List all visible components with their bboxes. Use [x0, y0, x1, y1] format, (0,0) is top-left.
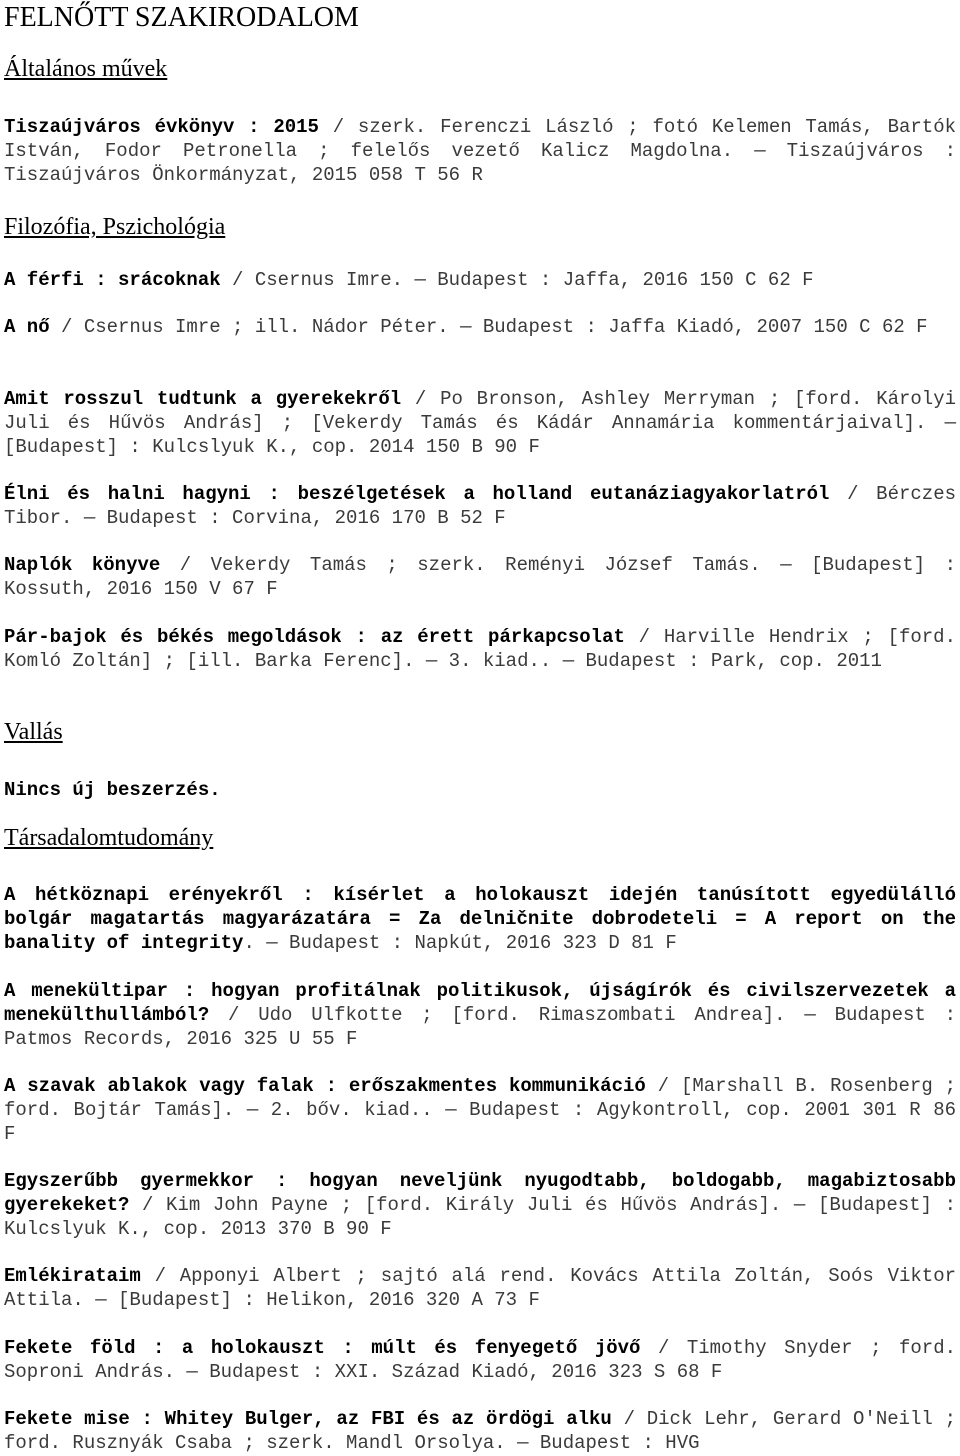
entry-title: A szavak ablakok vagy falak : erőszakmentes kommunikáció — [4, 1075, 646, 1097]
entry-details: / Timothy Snyder ; ford. Soproni András. — Budapest : XXI. Század Kiadó, 2016 323 S 68 F — [4, 1337, 957, 1383]
entry-title: Naplók könyve — [4, 554, 161, 576]
entry-details: / Po Bronson, Ashley Merryman ; [ford. Károlyi Juli és Hűvös András] ; [Vekerdy Tamás és Kádár Annamária kommentárjaival]. — [Budapest] : Kulcslyuk K., cop. 2014 150 B 90 F — [4, 388, 957, 458]
bibliography-entry — [4, 553, 956, 601]
entry-details: / Vekerdy Tamás ; szerk. Reményi József Tamás. — [Budapest] : Kossuth, 2016 150 V 67 F — [4, 554, 956, 600]
bibliography-entry — [4, 778, 956, 802]
entry-details: / Bérczes Tibor. — Budapest : Corvina, 2016 170 B 52 F — [4, 483, 956, 529]
section-heading-tarsadalomtudomany: Társadalomtudomány — [4, 825, 214, 851]
entry-title: Fekete föld : a holokauszt : múlt és fenyegető jövő — [4, 1337, 641, 1359]
entry-details: / Udo Ulfkotte ; [ford. Rimaszombati Andrea]. — Budapest : Patmos Records, 2016 325 U 55 F — [4, 1004, 956, 1050]
entry-title: Emlékirataim — [4, 1265, 141, 1287]
bibliography-entry — [4, 1407, 956, 1455]
bibliography-entry — [4, 482, 956, 530]
bibliography-entry — [4, 268, 956, 292]
bibliography-entry — [4, 883, 956, 955]
entry-details: / [Marshall B. Rosenberg ; ford. Bojtár Tamás]. — 2. bőv. kiad.. — Budapest : Agykontroll, cop. 2001 301 R 86 F — [4, 1075, 956, 1145]
section-heading-filozofia-pszichologia: Filozófia, Pszichológia — [4, 214, 226, 240]
entry-details: / Kim John Payne ; [ford. Király Juli és Hűvös András]. — [Budapest] : Kulcslyuk K., cop. 2013 370 B 90 F — [4, 1194, 956, 1240]
page-title: FELNŐTT SZAKIRODALOM — [4, 2, 359, 33]
entry-details: / szerk. Ferenczi László ; fotó Kelemen Tamás, Bartók István, Fodor Petronella ; felelős vezető Kalicz Magdolna. — Tiszaújváros : Tiszaújváros Önkormányzat, 2015 058 T 56 R — [4, 116, 956, 186]
bibliography-entry — [4, 315, 956, 339]
bibliography-entry — [4, 625, 956, 673]
entry-details: / Csernus Imre ; ill. Nádor Péter. — Budapest : Jaffa Kiadó, 2007 150 C 62 F — [49, 316, 928, 338]
entry-title: Fekete mise : Whitey Bulger, az FBI és az ördögi alku — [4, 1408, 612, 1430]
entry-details: / Harville Hendrix ; [ford. Komló Zoltán] ; [ill. Barka Ferenc]. — 3. kiad.. — Budapest : Park, cop. 2011 — [4, 626, 956, 672]
bibliography-entry — [4, 387, 956, 459]
bibliography-entry — [4, 115, 956, 187]
entry-title: Tiszaújváros évkönyv : 2015 — [4, 116, 319, 138]
entry-title: Élni és halni hagyni : beszélgetések a holland eutanáziagyakorlatról — [4, 483, 830, 505]
bibliography-entry — [4, 1336, 956, 1384]
bibliography-entry — [4, 1074, 956, 1146]
entry-title: A férfi : srácoknak — [4, 269, 221, 291]
entry-details: / Dick Lehr, Gerard O'Neill ; ford. Rusznyák Csaba ; szerk. Mandl Orsolya. — Budapest : HVG — [4, 1408, 956, 1454]
entry-details: / Csernus Imre. — Budapest : Jaffa, 2016 150 C 62 F — [220, 269, 814, 291]
entry-title: A nő — [4, 316, 50, 338]
bibliography-entry — [4, 1264, 956, 1312]
entry-title: Pár-bajok és békés megoldások : az érett párkapcsolat — [4, 626, 625, 648]
entry-details: / Apponyi Albert ; sajtó alá rend. Kovács Attila Zoltán, Soós Viktor Attila. — [Budapest] : Helikon, 2016 320 A 73 F — [4, 1265, 956, 1311]
section-heading-vallas: Vallás — [4, 719, 63, 745]
entry-title: Egyszerűbb gyermekkor : hogyan neveljünk nyugodtabb, boldogabb, magabiztosabb gyerekeket? — [4, 1170, 956, 1216]
entry-details: . — Budapest : Napkút, 2016 323 D 81 F — [243, 932, 677, 954]
entry-title: Amit rosszul tudtunk a gyerekekről — [4, 388, 402, 410]
entry-title: A hétköznapi erényekről : kísérlet a holokauszt idején tanúsított egyedülálló bolgár magatartás magyarázatára = Za delničnite dobrodeteli = A report on the banality of integrity — [4, 884, 956, 954]
bibliography-entry — [4, 1169, 956, 1241]
section-heading-altalanos-muvek: Általános művek — [4, 56, 168, 82]
entry-title: A menekültipar : hogyan profitálnak politikusok, újságírók és civilszervezetek a menekülthullámból? — [4, 980, 956, 1026]
entry-title: Nincs új beszerzés. — [4, 779, 221, 801]
bibliography-entry — [4, 979, 956, 1051]
